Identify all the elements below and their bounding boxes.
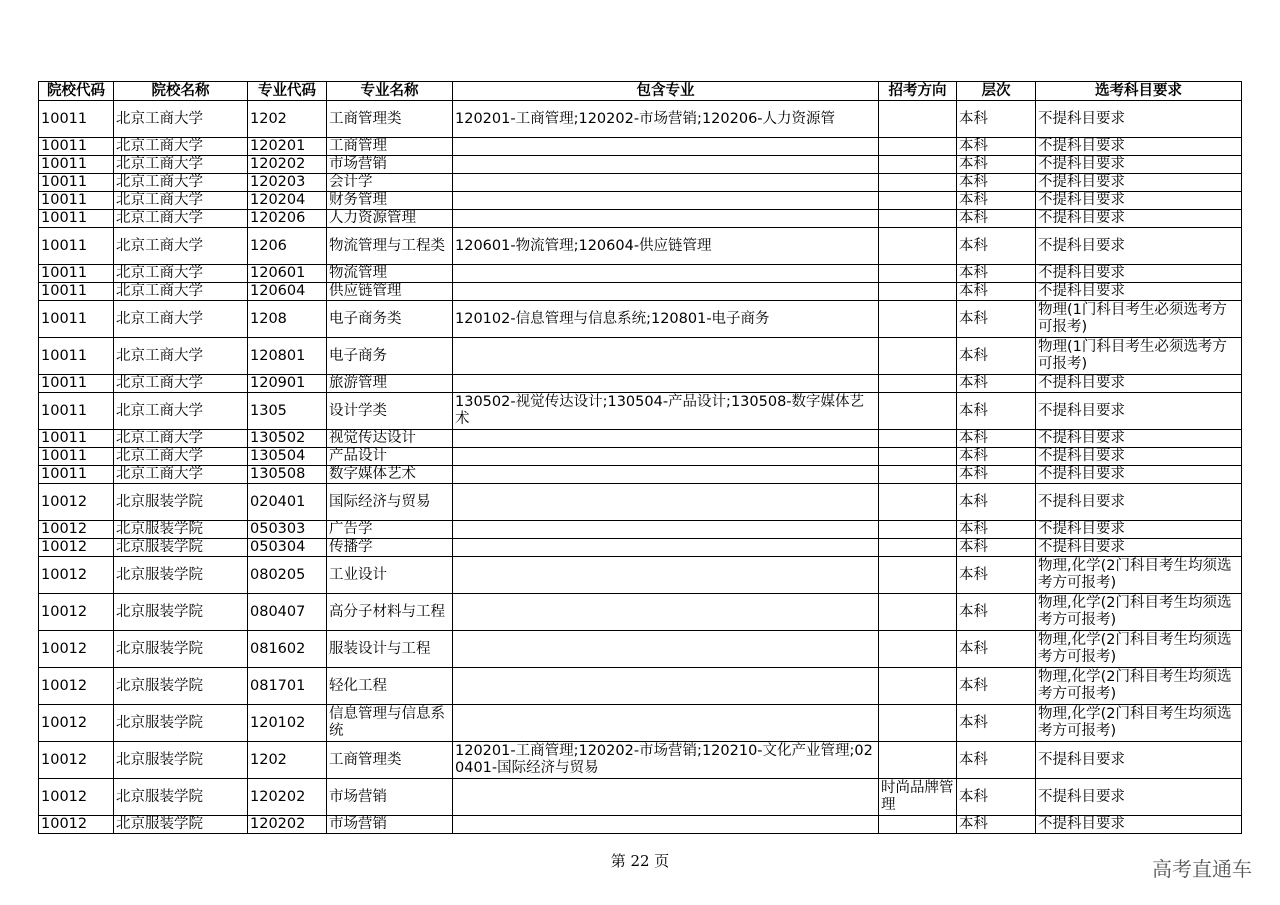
- level-cell: 本科: [957, 156, 1036, 174]
- school-name-cell: 北京服装学院: [114, 539, 248, 557]
- subject-requirement-cell: 物理(1门科目考生必须选考方可报考): [1036, 338, 1242, 375]
- school-name-cell: 北京服装学院: [114, 742, 248, 779]
- school-name-cell: 北京工商大学: [114, 138, 248, 156]
- major-name-cell: 人力资源管理: [327, 210, 453, 228]
- level-cell: 本科: [957, 779, 1036, 816]
- major-code-cell: 050303: [248, 521, 327, 539]
- table-row: [39, 594, 1242, 631]
- direction-cell: [879, 557, 957, 594]
- school-name-cell: 北京工商大学: [114, 101, 248, 138]
- header-school-code: 院校代码: [39, 82, 114, 101]
- school-name-cell: 北京服装学院: [114, 557, 248, 594]
- included-majors-cell: [453, 192, 879, 210]
- major-name-cell: 旅游管理: [327, 375, 453, 393]
- major-code-cell: 120203: [248, 174, 327, 192]
- included-majors-cell: [453, 466, 879, 484]
- school-code-cell: 10011: [39, 283, 114, 301]
- major-code-cell: 130502: [248, 430, 327, 448]
- school-code-cell: 10011: [39, 375, 114, 393]
- level-cell: 本科: [957, 430, 1036, 448]
- table-row: [39, 448, 1242, 466]
- major-name-cell: 设计学类: [327, 393, 453, 430]
- direction-cell: [879, 466, 957, 484]
- header-included-majors: 包含专业: [453, 82, 879, 101]
- school-name-cell: 北京工商大学: [114, 283, 248, 301]
- school-code-cell: 10011: [39, 466, 114, 484]
- table-row: [39, 375, 1242, 393]
- direction-cell: [879, 705, 957, 742]
- school-code-cell: 10012: [39, 705, 114, 742]
- subject-requirement-cell: 物理,化学(2门科目考生均须选考方可报考): [1036, 705, 1242, 742]
- major-name-cell: 会计学: [327, 174, 453, 192]
- subject-requirement-cell: 不提科目要求: [1036, 283, 1242, 301]
- school-code-cell: 10011: [39, 192, 114, 210]
- included-majors-cell: 120102-信息管理与信息系统;120801-电子商务: [453, 301, 879, 338]
- subject-requirement-cell: 物理,化学(2门科目考生均须选考方可报考): [1036, 557, 1242, 594]
- school-name-cell: 北京工商大学: [114, 228, 248, 265]
- major-code-cell: 081602: [248, 631, 327, 668]
- subject-requirement-cell: 不提科目要求: [1036, 521, 1242, 539]
- header-subject-requirement: 选考科目要求: [1036, 82, 1242, 101]
- included-majors-cell: [453, 430, 879, 448]
- page-number: 第 22 页: [610, 852, 670, 870]
- table-row: [39, 631, 1242, 668]
- table-row: [39, 393, 1242, 430]
- direction-cell: [879, 594, 957, 631]
- table-row: [39, 430, 1242, 448]
- major-code-cell: 120604: [248, 283, 327, 301]
- major-code-cell: 1305: [248, 393, 327, 430]
- major-code-cell: 1202: [248, 101, 327, 138]
- major-name-cell: 市场营销: [327, 816, 453, 834]
- school-name-cell: 北京工商大学: [114, 210, 248, 228]
- major-code-cell: 1202: [248, 742, 327, 779]
- table-row: [39, 228, 1242, 265]
- table-row: [39, 338, 1242, 375]
- included-majors-cell: 120201-工商管理;120202-市场营销;120206-人力资源管: [453, 101, 879, 138]
- major-name-cell: 物流管理与工程类: [327, 228, 453, 265]
- included-majors-cell: [453, 174, 879, 192]
- subject-requirement-cell: 不提科目要求: [1036, 484, 1242, 521]
- school-name-cell: 北京工商大学: [114, 265, 248, 283]
- level-cell: 本科: [957, 338, 1036, 375]
- table-row: [39, 705, 1242, 742]
- table-row: [39, 668, 1242, 705]
- direction-cell: [879, 156, 957, 174]
- level-cell: 本科: [957, 816, 1036, 834]
- direction-cell: [879, 816, 957, 834]
- level-cell: 本科: [957, 668, 1036, 705]
- major-name-cell: 工商管理类: [327, 101, 453, 138]
- table-body: [39, 101, 1242, 834]
- major-code-cell: 120202: [248, 816, 327, 834]
- major-name-cell: 传播学: [327, 539, 453, 557]
- table-row: [39, 174, 1242, 192]
- school-code-cell: 10011: [39, 174, 114, 192]
- subject-requirement-cell: 不提科目要求: [1036, 779, 1242, 816]
- subject-requirement-cell: 不提科目要求: [1036, 816, 1242, 834]
- direction-cell: [879, 138, 957, 156]
- header-direction: 招考方向: [879, 82, 957, 101]
- major-name-cell: 工商管理: [327, 138, 453, 156]
- major-code-cell: 130508: [248, 466, 327, 484]
- major-name-cell: 轻化工程: [327, 668, 453, 705]
- included-majors-cell: [453, 557, 879, 594]
- included-majors-cell: [453, 283, 879, 301]
- subject-requirement-cell: 不提科目要求: [1036, 448, 1242, 466]
- subject-requirement-cell: 不提科目要求: [1036, 539, 1242, 557]
- direction-cell: [879, 631, 957, 668]
- major-name-cell: 电子商务: [327, 338, 453, 375]
- school-name-cell: 北京服装学院: [114, 631, 248, 668]
- level-cell: 本科: [957, 228, 1036, 265]
- major-code-cell: 080205: [248, 557, 327, 594]
- level-cell: 本科: [957, 265, 1036, 283]
- major-name-cell: 服装设计与工程: [327, 631, 453, 668]
- level-cell: 本科: [957, 101, 1036, 138]
- school-code-cell: 10012: [39, 631, 114, 668]
- level-cell: 本科: [957, 393, 1036, 430]
- included-majors-cell: [453, 668, 879, 705]
- school-code-cell: 10011: [39, 156, 114, 174]
- table-row: [39, 557, 1242, 594]
- level-cell: 本科: [957, 521, 1036, 539]
- included-majors-cell: [453, 138, 879, 156]
- subject-requirement-cell: 物理,化学(2门科目考生均须选考方可报考): [1036, 594, 1242, 631]
- major-code-cell: 130504: [248, 448, 327, 466]
- subject-requirement-cell: 不提科目要求: [1036, 210, 1242, 228]
- direction-cell: [879, 484, 957, 521]
- direction-cell: [879, 521, 957, 539]
- major-code-cell: 120206: [248, 210, 327, 228]
- level-cell: 本科: [957, 375, 1036, 393]
- major-code-cell: 120801: [248, 338, 327, 375]
- level-cell: 本科: [957, 192, 1036, 210]
- header-major-code: 专业代码: [248, 82, 327, 101]
- table-row: [39, 210, 1242, 228]
- direction-cell: [879, 430, 957, 448]
- school-code-cell: 10011: [39, 265, 114, 283]
- major-code-cell: 120901: [248, 375, 327, 393]
- major-code-cell: 120202: [248, 779, 327, 816]
- included-majors-cell: [453, 484, 879, 521]
- school-code-cell: 10011: [39, 448, 114, 466]
- included-majors-cell: [453, 705, 879, 742]
- major-name-cell: 高分子材料与工程: [327, 594, 453, 631]
- major-name-cell: 电子商务类: [327, 301, 453, 338]
- major-code-cell: 080407: [248, 594, 327, 631]
- major-code-cell: 020401: [248, 484, 327, 521]
- direction-cell: [879, 393, 957, 430]
- school-name-cell: 北京工商大学: [114, 192, 248, 210]
- school-name-cell: 北京服装学院: [114, 484, 248, 521]
- major-name-cell: 信息管理与信息系统: [327, 705, 453, 742]
- direction-cell: [879, 265, 957, 283]
- level-cell: 本科: [957, 557, 1036, 594]
- school-code-cell: 10011: [39, 210, 114, 228]
- school-name-cell: 北京工商大学: [114, 338, 248, 375]
- table-row: [39, 539, 1242, 557]
- major-name-cell: 供应链管理: [327, 283, 453, 301]
- included-majors-cell: [453, 338, 879, 375]
- header-school-name: 院校名称: [114, 82, 248, 101]
- included-majors-cell: [453, 594, 879, 631]
- direction-cell: [879, 668, 957, 705]
- table-row: [39, 192, 1242, 210]
- table-row: [39, 265, 1242, 283]
- table-row: [39, 779, 1242, 816]
- table-header-row: [39, 82, 1242, 101]
- school-name-cell: 北京工商大学: [114, 375, 248, 393]
- header-major-name: 专业名称: [327, 82, 453, 101]
- school-name-cell: 北京服装学院: [114, 816, 248, 834]
- level-cell: 本科: [957, 283, 1036, 301]
- subject-requirement-cell: 不提科目要求: [1036, 156, 1242, 174]
- table-row: [39, 816, 1242, 834]
- direction-cell: [879, 283, 957, 301]
- major-code-cell: 120201: [248, 138, 327, 156]
- school-code-cell: 10012: [39, 668, 114, 705]
- school-name-cell: 北京工商大学: [114, 466, 248, 484]
- subject-requirement-cell: 不提科目要求: [1036, 228, 1242, 265]
- school-code-cell: 10011: [39, 101, 114, 138]
- direction-cell: [879, 192, 957, 210]
- subject-requirement-cell: 物理,化学(2门科目考生均须选考方可报考): [1036, 668, 1242, 705]
- included-majors-cell: [453, 265, 879, 283]
- watermark: 高考直通车: [1152, 857, 1252, 881]
- level-cell: 本科: [957, 594, 1036, 631]
- subject-requirement-cell: 不提科目要求: [1036, 466, 1242, 484]
- major-name-cell: 工商管理类: [327, 742, 453, 779]
- school-code-cell: 10012: [39, 779, 114, 816]
- major-code-cell: 050304: [248, 539, 327, 557]
- direction-cell: [879, 228, 957, 265]
- school-code-cell: 10012: [39, 742, 114, 779]
- major-code-cell: 120202: [248, 156, 327, 174]
- direction-cell: [879, 210, 957, 228]
- major-name-cell: 产品设计: [327, 448, 453, 466]
- table-row: [39, 283, 1242, 301]
- major-name-cell: 市场营销: [327, 156, 453, 174]
- table-row: [39, 156, 1242, 174]
- direction-cell: [879, 101, 957, 138]
- major-code-cell: 120102: [248, 705, 327, 742]
- level-cell: 本科: [957, 466, 1036, 484]
- header-level: 层次: [957, 82, 1036, 101]
- level-cell: 本科: [957, 484, 1036, 521]
- school-code-cell: 10011: [39, 338, 114, 375]
- school-name-cell: 北京工商大学: [114, 174, 248, 192]
- included-majors-cell: [453, 631, 879, 668]
- school-code-cell: 10012: [39, 521, 114, 539]
- admission-table: [38, 81, 1242, 834]
- level-cell: 本科: [957, 742, 1036, 779]
- direction-cell: [879, 539, 957, 557]
- subject-requirement-cell: 不提科目要求: [1036, 174, 1242, 192]
- school-name-cell: 北京服装学院: [114, 594, 248, 631]
- major-name-cell: 广告学: [327, 521, 453, 539]
- major-code-cell: 120204: [248, 192, 327, 210]
- table-row: [39, 301, 1242, 338]
- table-row: [39, 138, 1242, 156]
- level-cell: 本科: [957, 631, 1036, 668]
- major-code-cell: 1208: [248, 301, 327, 338]
- school-code-cell: 10011: [39, 393, 114, 430]
- level-cell: 本科: [957, 448, 1036, 466]
- school-code-cell: 10012: [39, 816, 114, 834]
- included-majors-cell: 120201-工商管理;120202-市场营销;120210-文化产业管理;020401-国际经济与贸易: [453, 742, 879, 779]
- included-majors-cell: [453, 779, 879, 816]
- subject-requirement-cell: 不提科目要求: [1036, 265, 1242, 283]
- school-name-cell: 北京服装学院: [114, 779, 248, 816]
- school-name-cell: 北京工商大学: [114, 156, 248, 174]
- direction-cell: [879, 174, 957, 192]
- included-majors-cell: [453, 816, 879, 834]
- level-cell: 本科: [957, 301, 1036, 338]
- school-name-cell: 北京工商大学: [114, 301, 248, 338]
- table-row: [39, 484, 1242, 521]
- school-name-cell: 北京服装学院: [114, 521, 248, 539]
- direction-cell: [879, 301, 957, 338]
- included-majors-cell: [453, 539, 879, 557]
- major-code-cell: 120601: [248, 265, 327, 283]
- included-majors-cell: [453, 156, 879, 174]
- major-code-cell: 081701: [248, 668, 327, 705]
- major-name-cell: 市场营销: [327, 779, 453, 816]
- included-majors-cell: [453, 521, 879, 539]
- school-code-cell: 10011: [39, 430, 114, 448]
- direction-cell: [879, 338, 957, 375]
- school-code-cell: 10011: [39, 301, 114, 338]
- school-name-cell: 北京服装学院: [114, 668, 248, 705]
- level-cell: 本科: [957, 174, 1036, 192]
- level-cell: 本科: [957, 705, 1036, 742]
- level-cell: 本科: [957, 138, 1036, 156]
- school-code-cell: 10011: [39, 228, 114, 265]
- included-majors-cell: [453, 210, 879, 228]
- subject-requirement-cell: 不提科目要求: [1036, 138, 1242, 156]
- school-code-cell: 10012: [39, 484, 114, 521]
- direction-cell: [879, 375, 957, 393]
- subject-requirement-cell: 不提科目要求: [1036, 393, 1242, 430]
- included-majors-cell: 120601-物流管理;120604-供应链管理: [453, 228, 879, 265]
- table-row: [39, 466, 1242, 484]
- level-cell: 本科: [957, 539, 1036, 557]
- direction-cell: [879, 742, 957, 779]
- school-name-cell: 北京服装学院: [114, 705, 248, 742]
- school-code-cell: 10012: [39, 539, 114, 557]
- school-code-cell: 10011: [39, 138, 114, 156]
- major-name-cell: 财务管理: [327, 192, 453, 210]
- subject-requirement-cell: 不提科目要求: [1036, 375, 1242, 393]
- major-name-cell: 工业设计: [327, 557, 453, 594]
- level-cell: 本科: [957, 210, 1036, 228]
- table-row: [39, 101, 1242, 138]
- major-name-cell: 国际经济与贸易: [327, 484, 453, 521]
- included-majors-cell: [453, 375, 879, 393]
- subject-requirement-cell: 物理,化学(2门科目考生均须选考方可报考): [1036, 631, 1242, 668]
- table-row: [39, 742, 1242, 779]
- included-majors-cell: [453, 448, 879, 466]
- direction-cell: 时尚品牌管理: [879, 779, 957, 816]
- included-majors-cell: 130502-视觉传达设计;130504-产品设计;130508-数字媒体艺术: [453, 393, 879, 430]
- major-name-cell: 数字媒体艺术: [327, 466, 453, 484]
- major-name-cell: 物流管理: [327, 265, 453, 283]
- school-code-cell: 10012: [39, 594, 114, 631]
- subject-requirement-cell: 不提科目要求: [1036, 742, 1242, 779]
- subject-requirement-cell: 不提科目要求: [1036, 101, 1242, 138]
- school-name-cell: 北京工商大学: [114, 448, 248, 466]
- table-row: [39, 521, 1242, 539]
- major-name-cell: 视觉传达设计: [327, 430, 453, 448]
- subject-requirement-cell: 物理(1门科目考生必须选考方可报考): [1036, 301, 1242, 338]
- school-name-cell: 北京工商大学: [114, 393, 248, 430]
- subject-requirement-cell: 不提科目要求: [1036, 192, 1242, 210]
- major-code-cell: 1206: [248, 228, 327, 265]
- school-code-cell: 10012: [39, 557, 114, 594]
- direction-cell: [879, 448, 957, 466]
- subject-requirement-cell: 不提科目要求: [1036, 430, 1242, 448]
- school-name-cell: 北京工商大学: [114, 430, 248, 448]
